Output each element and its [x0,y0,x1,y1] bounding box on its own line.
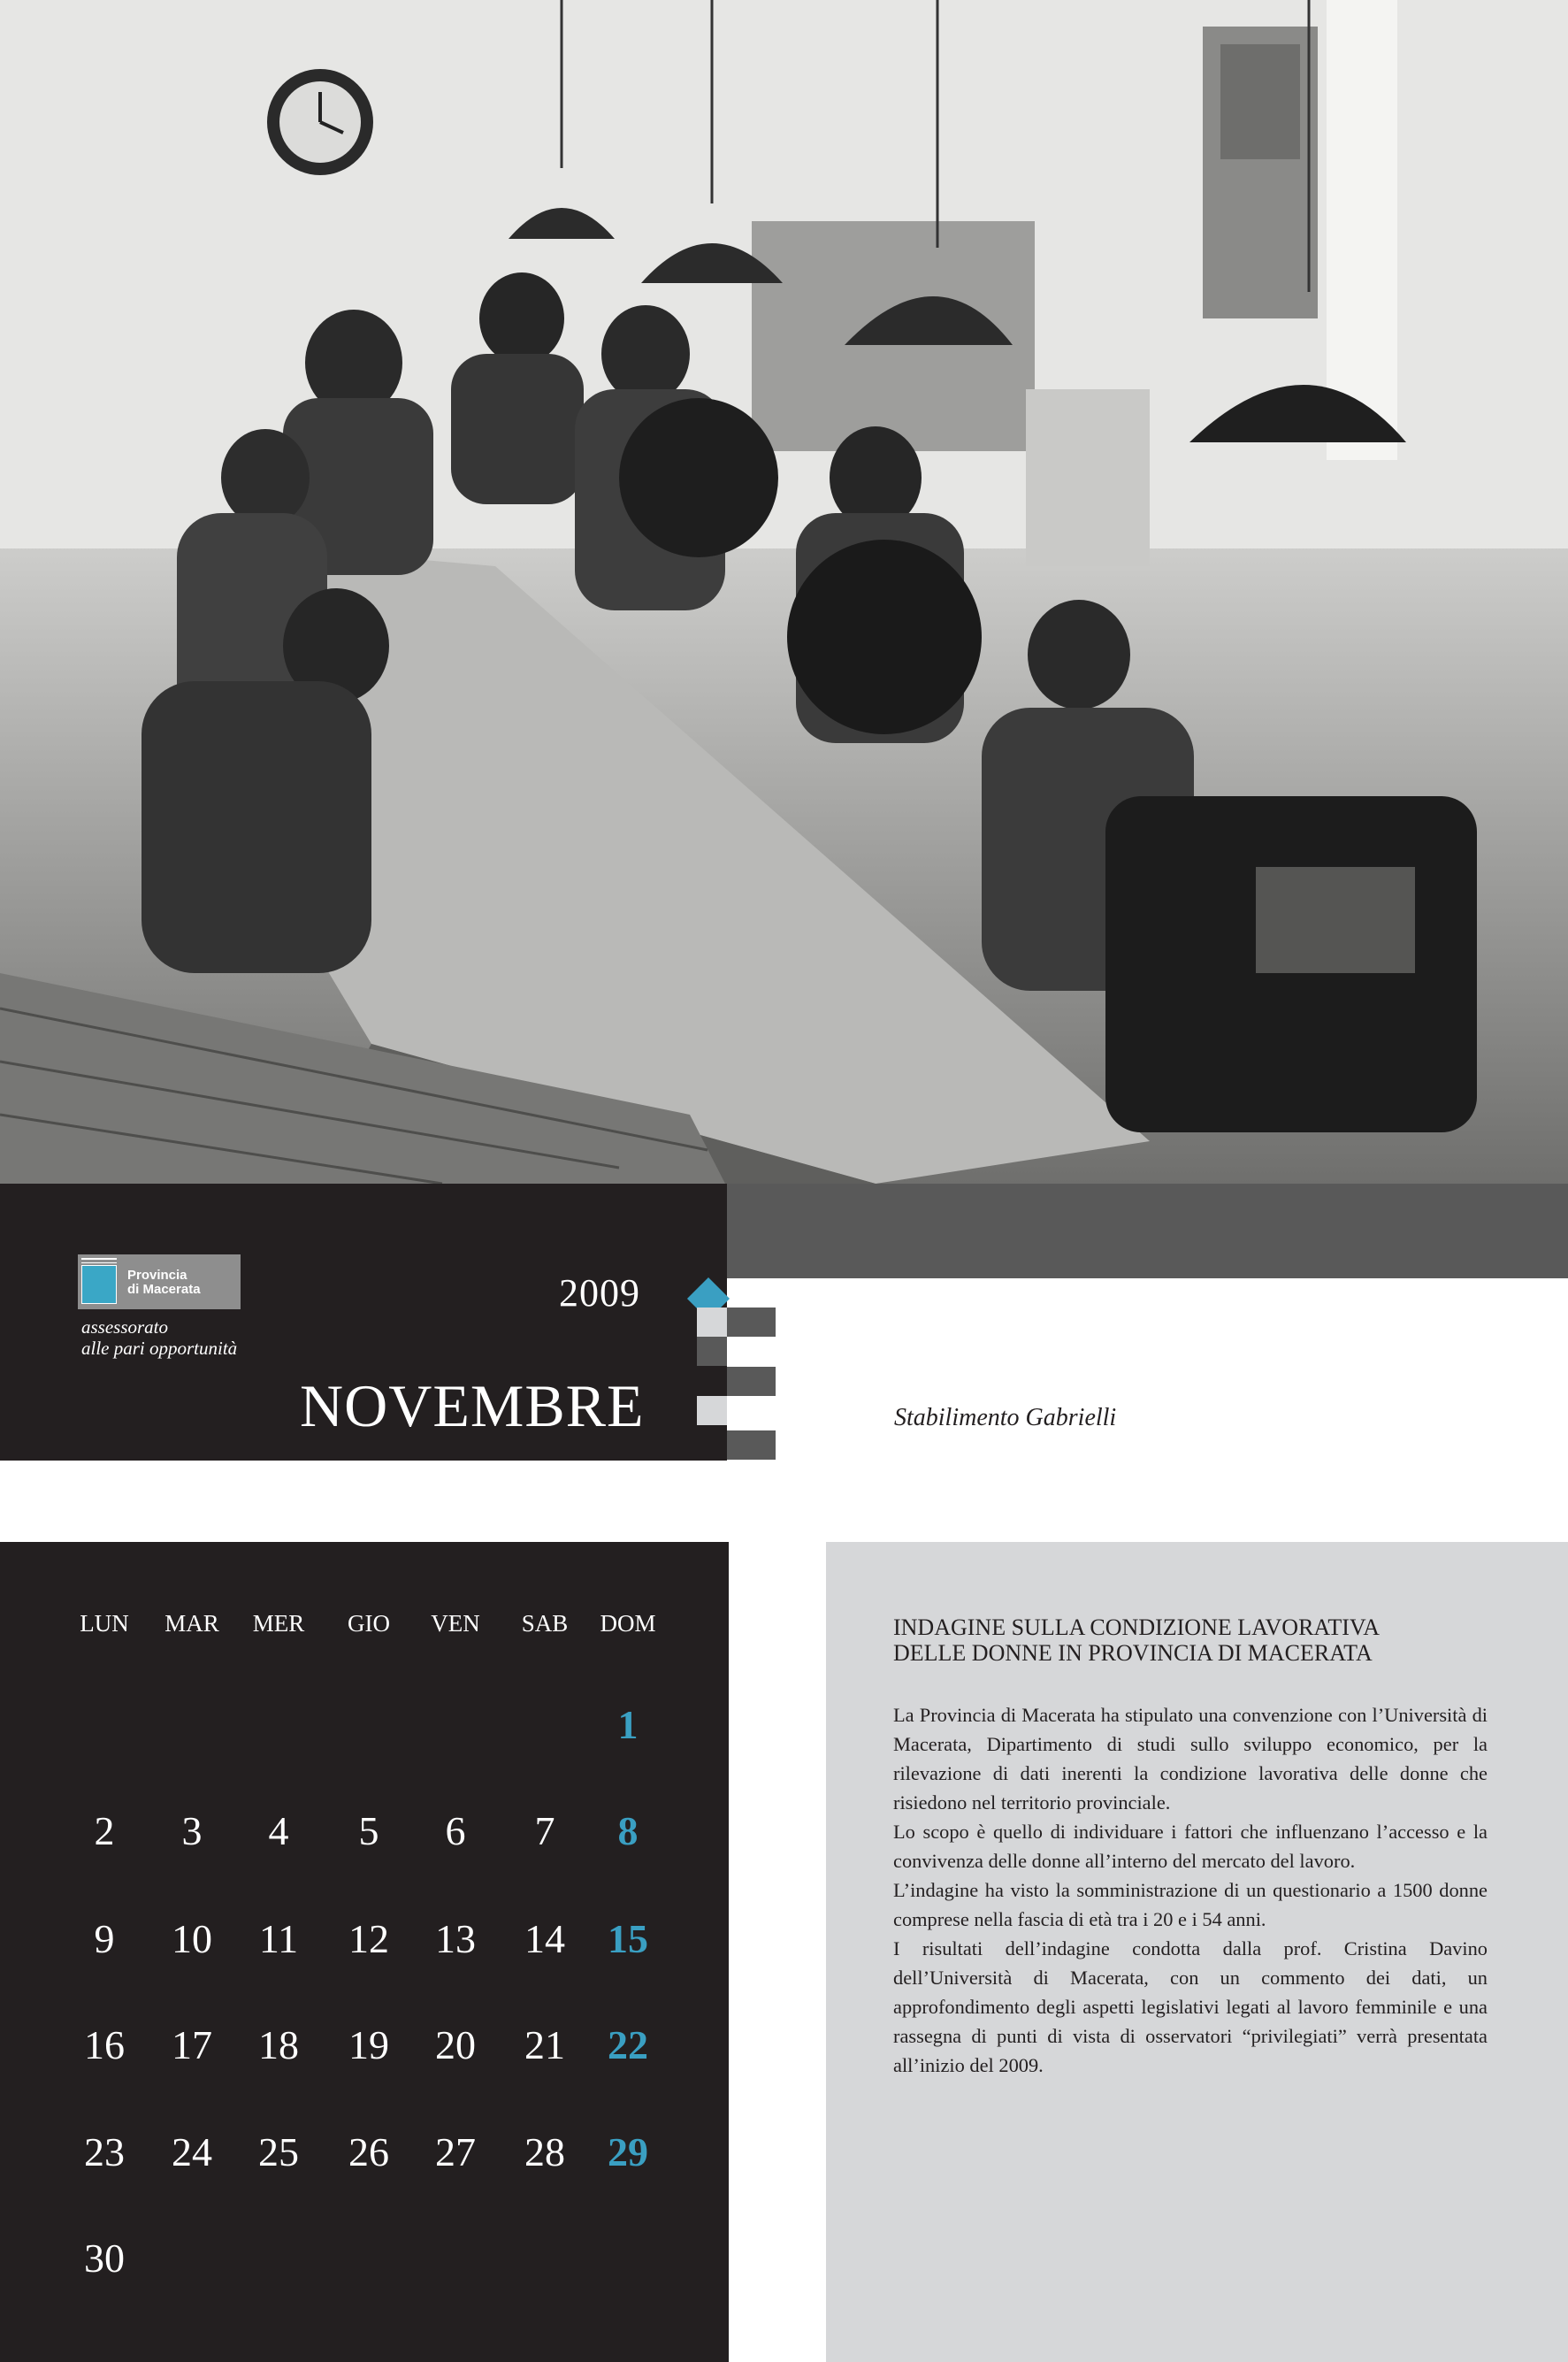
assessorato-subtitle [81,1316,237,1359]
calendar-day: 17 [172,2022,212,2067]
calendar-day: 14 [524,1916,565,1961]
calendar-day: 5 [358,1808,379,1853]
article-paragraph: La Provincia di Macerata ha stipulato una convenzione con l’Università di Macerata, Dipartimento di studi sullo sviluppo economico, per la rilevazione di dati inerenti la condizione lavorativa delle donne che risiedono nel territorio provinciale. [893,1704,1488,1814]
calendar-day: 19 [348,2022,389,2067]
calendar-year: 2009 [559,1271,640,1315]
calendar-month: NOVEMBRE [300,1372,645,1439]
step-accent-dark-3 [727,1367,776,1396]
calendar-day-sunday: 15 [608,1916,648,1961]
article-title-line2: DELLE DONNE IN PROVINCIA DI MACERATA [893,1640,1373,1666]
calendar-day: 28 [524,2129,565,2174]
calendar-day: 2 [94,1808,115,1853]
calendar-day-sunday: 1 [617,1702,639,1747]
calendar-day: 30 [84,2235,125,2281]
step-accent-dark-2 [697,1337,727,1366]
calendar-day-sunday: 22 [608,2022,648,2067]
subtitle-line1: assessorato [81,1316,169,1338]
step-accent-dark-4 [727,1430,776,1460]
calendar-day-sunday: 29 [608,2129,648,2174]
calendar-day: 26 [348,2129,389,2174]
calendar-day-sunday: 8 [617,1808,639,1853]
weekday-sab: SAB [521,1610,569,1637]
logo-emblem-crown [81,1258,117,1263]
step-accent-dark-1 [727,1308,776,1337]
calendar-day: 20 [435,2022,476,2067]
calendar-day: 21 [524,2022,565,2067]
calendar-day: 6 [445,1808,466,1853]
weekday-ven: VEN [431,1610,480,1637]
calendar-day: 3 [181,1808,203,1853]
article-body [893,1700,1488,2080]
subtitle-line2: alle pari opportunità [81,1338,238,1359]
logo-text-line1: Provincia [127,1268,187,1283]
calendar-day: 13 [435,1916,476,1961]
article-title-line1: INDAGINE SULLA CONDIZIONE LAVORATIVA [893,1614,1381,1640]
logo-text [127,1269,201,1297]
calendar-day: 27 [435,2129,476,2174]
weekday-gio: GIO [348,1610,390,1637]
weekday-dom: DOM [600,1610,656,1637]
calendar-day: 7 [534,1808,555,1853]
calendar-day: 24 [172,2129,212,2174]
step-accent-light-1 [697,1308,727,1337]
calendar-day: 9 [94,1916,115,1961]
article-paragraph: L’indagine ha visto la somministrazione di un questionario a 1500 donne comprese nella fascia di età tra i 20 e i 54 anni. [893,1879,1488,1930]
photo-caption: Stabilimento Gabrielli [894,1404,1117,1431]
logo-emblem-shield [81,1265,117,1304]
calendar-day: 12 [348,1916,389,1961]
weekday-mar: MAR [164,1610,219,1637]
calendar-day: 23 [84,2129,125,2174]
provincia-logo [78,1254,241,1309]
calendar-day: 11 [258,1916,299,1961]
header-gray-band [727,1184,1568,1278]
article-paragraph: I risultati dell’indagine condotta dalla prof. Cristina Davino dell’Università di Macerata, con un commento dei dati, un approfondimento degli aspetti legislativi legati al lavoro femminile e una rassegna di punti di vista di osservatori “privilegiati” verrà presentata all’inizio del 2009. [893,1937,1488,2076]
weekday-mer: MER [252,1610,305,1637]
article-title [893,1614,1495,1666]
calendar-day: 4 [268,1808,289,1853]
calendar-day: 18 [258,2022,299,2067]
logo-text-line2: di Macerata [127,1282,201,1297]
calendar-day: 25 [258,2129,299,2174]
weekday-lun: LUN [80,1610,129,1637]
step-accent-light-2 [697,1396,727,1425]
calendar-day: 10 [172,1916,212,1961]
article-paragraph: Lo scopo è quello di individuare i fattori che influenzano l’accesso e la convivenza delle donne all’interno del mercato del lavoro. [893,1821,1488,1872]
calendar-day: 16 [84,2022,125,2067]
